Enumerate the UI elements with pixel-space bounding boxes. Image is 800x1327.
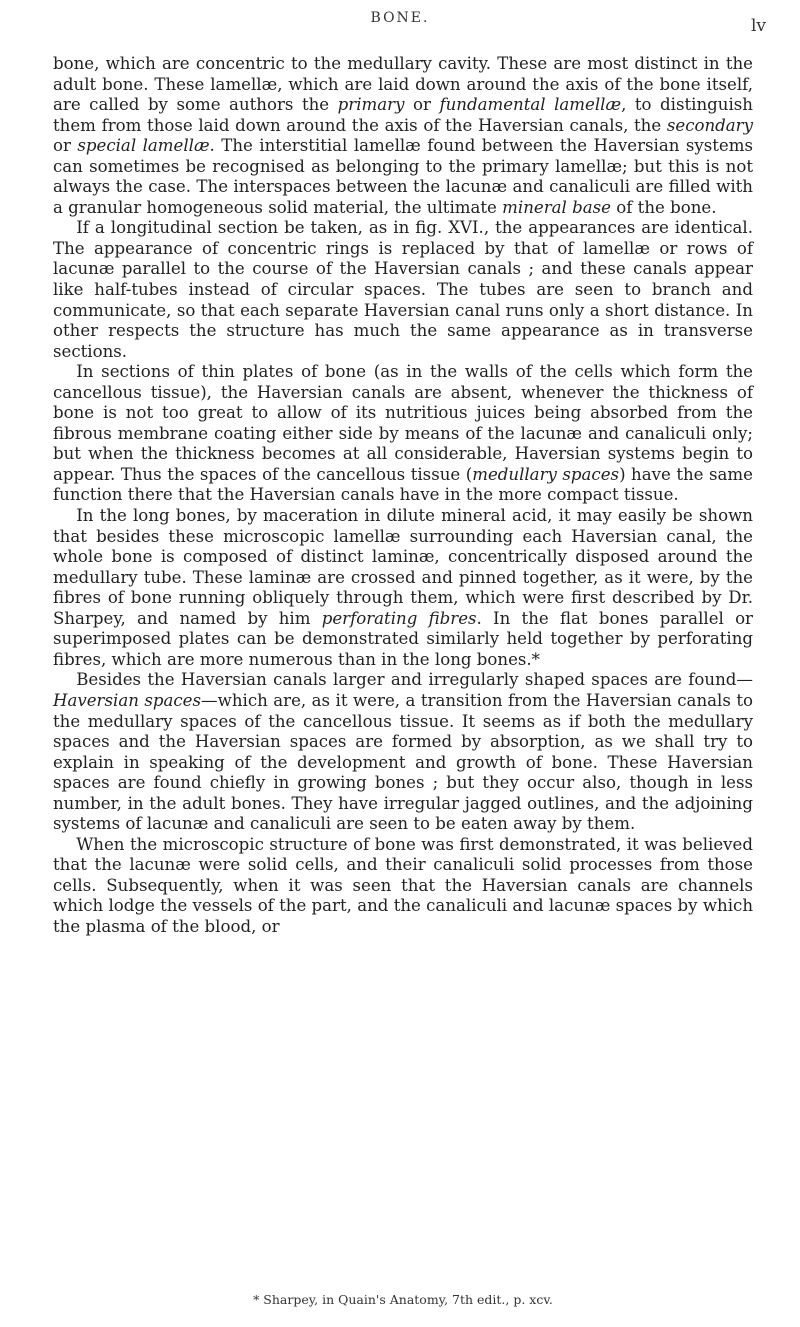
page-number: lv [750, 16, 766, 36]
text-run: In the long bones, by maceration in dilute mineral acid, it may easily be shown that besides these microscopic lamellæ surrounding each Haversian canal, the whole bone is composed of distinct laminæ, concentrically disposed around the medullary tube. These laminæ are crossed and pinned together, as it were, by the fibres of bone running obliquely through them, which were first described by Dr. Sharpey, and named by him [53, 506, 753, 628]
italic-term: primary [337, 95, 405, 115]
running-header [0, 10, 800, 40]
paragraph [53, 506, 753, 670]
text-run: or [53, 136, 78, 156]
running-title: BONE. [370, 10, 430, 26]
paragraph [53, 362, 753, 506]
text-run: of the bone. [610, 197, 717, 217]
text-run: or [404, 95, 440, 115]
paragraph [53, 835, 753, 938]
text-run: Besides the Haversian canals larger and irregularly shaped spaces are found— [76, 670, 753, 690]
text-run: , to distinguish them from those laid down around the axis of the Haversian canals, the [53, 95, 753, 135]
paragraph [53, 218, 753, 362]
italic-term: fundamental lamellæ [439, 95, 622, 115]
text-run: When the microscopic structure of bone was first demonstrated, it was believed that the lacunæ were solid cells, and their canaliculi solid processes from those cells. Subsequently, when it was seen that the Haversian canals are channels which lodge the vessels of the part, and the canaliculi and lacunæ spaces by which the plasma of the blood, or [53, 834, 753, 936]
paragraph [53, 54, 753, 218]
text-run: . The interstitial lamellæ found between the Haversian systems can sometimes be recognised as belonging to the primary lamellæ; but this is not always the case. The interspaces between the lacunæ and canaliculi are filled with a granular homogeneous solid material, the ultimate [53, 136, 753, 217]
italic-term: mineral base [502, 197, 611, 217]
footnote: * Sharpey, in Quain's Anatomy, 7th edit., p. xcv. [253, 1292, 553, 1307]
text-run: bone, which are concentric to the medullary cavity. These are most distinct in the adult bone. These lamellæ, which are laid down around the axis of the bone itself, are called by some authors the [53, 54, 753, 115]
text-run: . In the flat bones parallel or superimposed plates can be demonstrated similarly held together by perforating fibres, which are more numerous than in the long bones.* [53, 608, 753, 669]
italic-term: medullary spaces [472, 464, 620, 484]
text-run: —which are, as it were, a transition from the Haversian canals to the medullary spaces of the cancellous tissue. It seems as if both the medullary spaces and the Haversian spaces are formed by absorption, as we shall try to explain in speaking of the development and growth of bone. These Haversian spaces are found chiefly in growing bones ; but they occur also, though in less number, in the adult bones. They have irregular jagged outlines, and the adjoining systems of lacunæ and canaliculi are seen to be eaten away by them. [53, 690, 753, 834]
text-run: In sections of thin plates of bone (as in the walls of the cells which form the cancellous tissue), the Haversian canals are absent, whenever the thickness of bone is not too great to allow of its nutritious juices being absorbed from the fibrous membrane coating either side by means of the lacunæ and canaliculi only; but when the thickness becomes at all considerable, Haversian systems begin to appear. Thus the spaces of the cancellous tissue ( [53, 362, 753, 484]
italic-term: special lamellæ [77, 136, 210, 156]
text-run: If a longitudinal section be taken, as in fig. XVI., the appearances are identical. The appearance of concentric rings is replaced by that of lamellæ or rows of lacunæ parallel to the course of the Haversian canals ; and these canals appear like half-tubes instead of circular spaces. The tubes are seen to branch and communicate, so that each separate Haversian canal runs only a short distance. In other respects the structure has much the same appearance as in transverse sections. [53, 218, 753, 361]
italic-term: secondary [666, 115, 753, 135]
body-text [53, 54, 753, 938]
paragraph [53, 670, 753, 834]
italic-term: perforating fibres [321, 608, 477, 628]
italic-term: Haversian spaces [53, 690, 202, 710]
text-run: ) have the same function there that the Haversian canals have in the more compact tissue. [53, 464, 753, 505]
